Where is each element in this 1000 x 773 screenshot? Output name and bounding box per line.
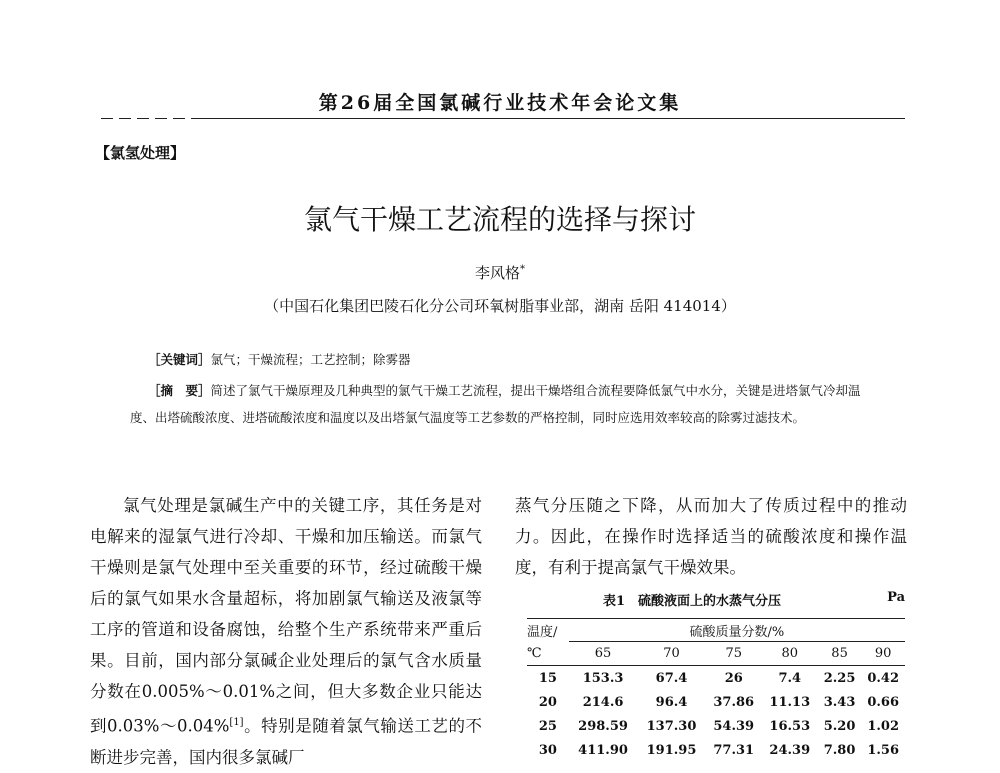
pressure-cell: 298.59 (578, 718, 628, 734)
table-row (527, 714, 905, 738)
header-rule-dash (95, 116, 195, 120)
pressure-cell: 191.95 (646, 742, 697, 758)
temperature-cell: 20 (538, 694, 557, 710)
column-header: 90 (861, 642, 905, 666)
column-header: 75 (706, 642, 762, 666)
header-rule (95, 118, 905, 119)
table-row (527, 666, 905, 691)
pressure-cell: 24.39 (769, 742, 811, 758)
section-tag: 【氯氢处理】 (95, 144, 186, 162)
group-header: 硫酸质量分数/% (569, 619, 905, 642)
vapor-pressure-table (527, 618, 905, 762)
citation-ref: [1] (229, 717, 244, 728)
pressure-cell: 11.13 (769, 694, 811, 710)
abstract-text: 简述了氯气干燥原理及几种典型的氯气干燥工艺流程，提出干燥塔组合流程要降低氯气中水分，关键是进塔氯气冷却温度、出塔硫酸浓度、进塔硫酸浓度和温度以及出塔氯气温度等工艺参数的严格控制，同时应选用效率较高的除雾过滤技术。 (130, 383, 861, 425)
author-mark: * (520, 264, 525, 275)
pressure-cell: 1.02 (867, 718, 900, 734)
pressure-cell: 0.42 (867, 670, 900, 686)
temperature-cell: 15 (538, 670, 557, 686)
author-name: 李风格 (474, 264, 520, 282)
table-row (527, 690, 905, 714)
running-head: 第26届全国氯碱行业技术年会论文集 (318, 92, 682, 114)
keywords-text: 氯气；干燥流程；工艺控制；除雾器 (210, 352, 411, 367)
pressure-cell: 2.25 (823, 670, 856, 686)
pressure-cell: 214.6 (582, 694, 624, 710)
pressure-cell: 1.56 (867, 742, 900, 758)
temperature-cell: 30 (538, 742, 557, 758)
affiliation: （中国石化集团巴陵石化分公司环氧树脂事业部，湖南 岳阳 414014） (264, 297, 736, 315)
body-paragraph-cont: 。特别是随着氯气输送工艺的不断进步完善，国内很多氯碱厂 (90, 716, 482, 767)
pressure-cell: 411.90 (578, 742, 628, 758)
body-left-column (90, 490, 482, 773)
pressure-cell: 7.80 (823, 742, 856, 758)
body-paragraph: 氯气处理是氯碱生产中的关键工序，其任务是对电解来的湿氯气进行冷却、干燥和加压输送。而氯气干燥则是氯气处理中至关重要的环节，经过硫酸干燥后的氯气如果水含量超标，将加剧氯气输送及液氯等工序的管道和设备腐蚀，给整个生产系统带来严重后果。目前，国内部分氯碱企业处理后的氯气含水质量分数在0.005%～0.01%之间，但大多数企业只能达到0.03%～0.04% (90, 496, 482, 736)
pressure-cell: 137.30 (646, 718, 697, 734)
pressure-cell: 3.43 (823, 694, 856, 710)
pressure-cell: 153.3 (582, 670, 624, 686)
column-header: 85 (818, 642, 862, 666)
pressure-cell: 0.66 (867, 694, 900, 710)
author (0, 262, 1000, 283)
column-header: 70 (637, 642, 705, 666)
column-header: 65 (569, 642, 637, 666)
keywords (148, 350, 411, 368)
row-header-bottom: ℃ (527, 642, 569, 666)
pressure-cell: 54.39 (713, 718, 755, 734)
table-title: 表1 硫酸液面上的水蒸气分压 (603, 594, 782, 609)
column-header: 80 (762, 642, 818, 666)
pressure-cell: 26 (724, 670, 743, 686)
table-unit: Pa (887, 590, 905, 605)
abstract-label: ［摘 要］ (148, 383, 211, 398)
body-right-column: 蒸气分压随之下降，从而加大了传质过程中的推动力。因此，在操作时选择适当的硫酸浓度和操作温度，有利于提高氯气干燥效果。 (515, 496, 907, 577)
pressure-cell: 7.4 (778, 670, 802, 686)
pressure-cell: 67.4 (655, 670, 688, 686)
pressure-cell: 96.4 (655, 694, 688, 710)
pressure-cell: 5.20 (823, 718, 856, 734)
pressure-cell: 37.86 (713, 694, 755, 710)
row-header-top: 温度/ (527, 619, 569, 642)
temperature-cell: 25 (538, 718, 557, 734)
pressure-cell: 16.53 (769, 718, 811, 734)
keywords-label: ［关键词］ (148, 352, 211, 367)
paper-title: 氯气干燥工艺流程的选择与探讨 (303, 203, 696, 236)
pressure-cell: 77.31 (713, 742, 755, 758)
abstract (130, 377, 875, 431)
table-row (527, 738, 905, 762)
